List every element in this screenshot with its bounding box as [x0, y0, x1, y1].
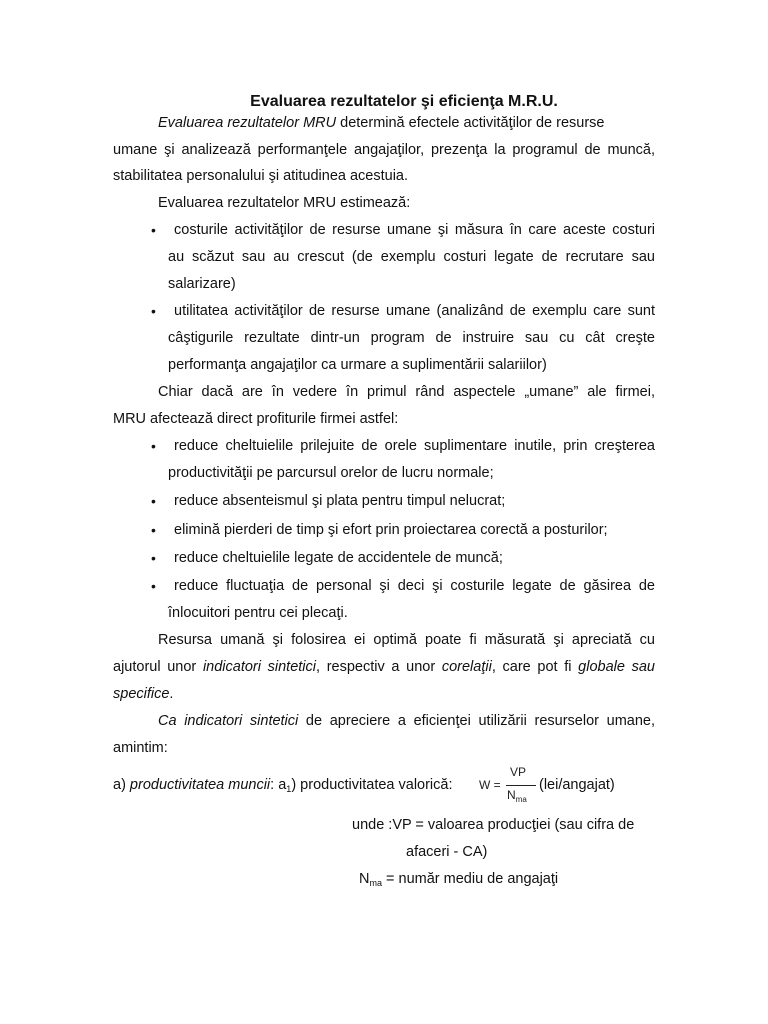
text-span: a) [113, 777, 130, 793]
text-span: N [507, 788, 516, 802]
intro-line-3: stabilitatea personalului şi atitudinea acestuia. [113, 168, 409, 184]
bullet3-line-2: productivităţii pe parcursul orelor de lucru normale; [168, 465, 494, 481]
formula-denominator [507, 788, 527, 804]
formula-lhs: W = [479, 778, 501, 792]
para3-line-2 [113, 659, 655, 676]
productivity-formula [479, 765, 535, 805]
bullet2-line-1: utilitatea activităţilor de resurse umane (analizând de exemplu care sunt [174, 303, 655, 319]
bullet6-line: reduce cheltuielile legate de accidentele de muncă; [174, 550, 503, 566]
page-title: Evaluarea rezultatelor şi eficienţa M.R.U. [250, 93, 558, 110]
intro-text: determină efectele activităţilor de resurse [336, 115, 605, 131]
definition-line-1: unde :VP = valoarea producţiei (sau cifra de [352, 817, 635, 833]
intro-line-1 [158, 115, 655, 132]
bullet-icon: • [151, 493, 156, 509]
intro-italic: Evaluarea rezultatelor MRU [158, 115, 337, 131]
bullet-icon: • [151, 222, 156, 238]
text-span: de apreciere a eficienţei utilizării resurselor umane, [298, 713, 655, 729]
text-span: , care pot fi [491, 659, 579, 675]
subscript: 1 [286, 784, 292, 794]
bullet5-line: elimină pierderi de timp şi efort prin proiectarea corectă a posturilor; [174, 522, 608, 538]
para4-line-1 [158, 713, 655, 730]
estimates-heading: Evaluarea rezultatelor MRU estimează: [158, 195, 411, 211]
bullet3-line-1: reduce cheltuielile prilejuite de orele suplimentare inutile, prin creşterea [174, 438, 655, 454]
italic-span: indicatori sintetici [202, 659, 316, 675]
bullet7-line-2: înlocuitori pentru cei plecaţi. [168, 605, 348, 621]
formula-unit: (lei/angajat) [539, 777, 615, 793]
intro-line-2: umane şi analizează performanţele angajaţilor, prezenţa la programul de muncă, [113, 142, 655, 158]
italic-span: productivitatea muncii [129, 777, 271, 793]
bullet1-line-1: costurile activităţilor de resurse umane şi măsura în care aceste costuri [174, 222, 655, 238]
text-span: N [359, 871, 370, 887]
text-span: ajutorul unor [113, 659, 203, 675]
subscript: ma [515, 795, 527, 804]
formula-numerator: VP [510, 765, 527, 779]
para2-line-2: MRU afectează direct profiturile firmei astfel: [113, 411, 399, 427]
para3-line-3 [113, 686, 655, 703]
bullet2-line-2: câştigurile rezultate dintr-un program de instruire sau cu cât creşte [168, 330, 655, 346]
para4-line-2: amintim: [113, 740, 168, 756]
text-span: ) productivitatea valorică: [291, 777, 453, 793]
text-span: , respectiv a unor [316, 659, 442, 675]
italic-span: Ca indicatori sintetici [158, 713, 299, 729]
italic-span: globale sau [578, 659, 655, 675]
italic-span: corelaţii [441, 659, 492, 675]
bullet-icon: • [151, 578, 156, 594]
text-span: = număr mediu de angajaţi [382, 871, 559, 887]
text-span: : a [270, 777, 287, 793]
bullet7-line-1: reduce fluctuaţia de personal şi deci şi costurile legate de găsirea de [174, 578, 655, 594]
subscript: ma [369, 878, 382, 888]
para2-line-1: Chiar dacă are în vedere în primul rând aspectele „umane” ale firmei, [158, 384, 655, 400]
definition-line-2 [359, 871, 619, 892]
bullet-icon: • [151, 522, 156, 538]
para3-line-1: Resursa umană şi folosirea ei optimă poate fi măsurată şi apreciată cu [158, 632, 655, 648]
bullet4-line: reduce absenteismul şi plata pentru timpul nelucrat; [174, 493, 506, 509]
bullet2-line-3: performanţa angajaţilor ca urmare a suplimentării salariilor) [168, 357, 547, 373]
fraction-bar [506, 785, 536, 786]
bullet-icon: • [151, 550, 156, 566]
bullet1-line-2: au scăzut sau au crescut (de exemplu costuri legate de recrutare sau [168, 249, 655, 265]
text-span: . [169, 686, 174, 702]
italic-span: specifice [113, 686, 170, 702]
definition-line-1b: afaceri - CA) [406, 844, 488, 860]
bullet1-line-3: salarizare) [168, 276, 236, 292]
bullet-icon: • [151, 303, 156, 319]
formula-line [113, 777, 483, 798]
bullet-icon: • [151, 438, 156, 454]
